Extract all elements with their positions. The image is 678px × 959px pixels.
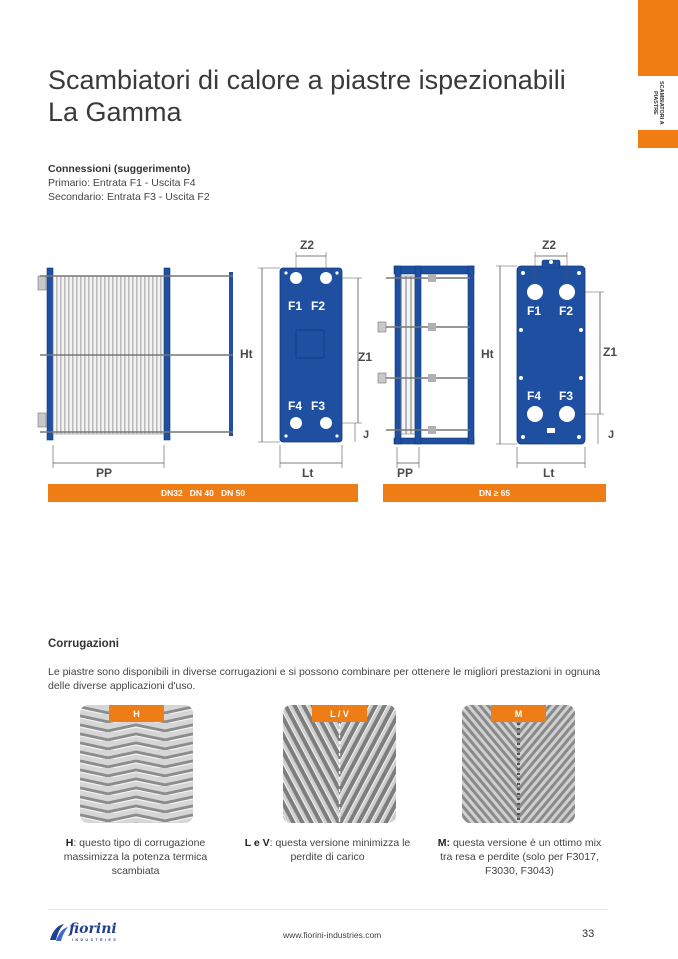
large-j-label: J (608, 429, 615, 441)
caption-lv (240, 836, 415, 864)
brand-name: fiorini (69, 921, 117, 937)
large-pp-label: PP (397, 466, 414, 480)
caption-h-text: : questo tipo di corrugazione massimizza la potenza termica scambiata (63, 837, 208, 877)
plate-tag-m: M (491, 705, 546, 722)
large-f3-label: F3 (559, 389, 574, 403)
large-front-view (496, 252, 604, 468)
large-f2-label: F2 (559, 304, 574, 318)
caption-lv-key: L e V (244, 837, 270, 849)
page-title-line1: Scambiatori di calore a piastre ispezionabili (48, 65, 566, 95)
large-z2-label: Z2 (542, 238, 557, 252)
small-ht-label: Ht (240, 347, 253, 361)
caption-lv-text: : questa versione minimizza le perdite di carico (269, 837, 411, 863)
small-f1-label: F1 (288, 299, 303, 313)
section-tab-label: SCAMBIATORI A PIASTRE (638, 76, 678, 130)
corrugations-intro: Le piastre sono disponibili in diverse corrugazioni e si possono combinare per ottenere le migliori prestazioni in ognuna delle diverse applicazioni d'uso. (48, 666, 601, 692)
dn-band-large: DN ≥ 65 (383, 484, 606, 502)
small-front-view (258, 252, 362, 468)
small-pp-label: PP (96, 466, 113, 480)
small-j-label: J (363, 429, 370, 441)
large-ht-label: Ht (481, 347, 494, 361)
small-z1-label: Z1 (358, 350, 373, 364)
connections-primary: Primario: Entrata F1 - Uscita F4 (48, 177, 196, 189)
small-f3-label: F3 (311, 399, 326, 413)
plate-image-lv (283, 705, 396, 823)
large-f1-label: F1 (527, 304, 542, 318)
large-lt-label: Lt (543, 466, 555, 480)
small-z2-label: Z2 (300, 238, 315, 252)
small-lt-label: Lt (302, 466, 314, 480)
connections-secondary: Secondario: Entrata F3 - Uscita F2 (48, 191, 210, 203)
small-side-view (38, 268, 233, 468)
website-link[interactable]: www.fiorini-industries.com (283, 930, 382, 940)
large-side-view (378, 266, 474, 468)
plate-image-h (80, 705, 193, 823)
dn-band-small: DN32 DN 40 DN 50 (48, 484, 358, 502)
plate-tag-h: H (109, 705, 164, 722)
page-number: 33 (582, 928, 595, 940)
corrugations-heading: Corrugazioni (48, 638, 119, 650)
brand-subtitle: INDUSTRIES (72, 938, 119, 942)
caption-h (48, 836, 223, 878)
page-title-line2: La Gamma (48, 97, 182, 127)
caption-m-text: questa versione è un ottimo mix tra resa e perdite (solo per F3017, F3030, F3043) (440, 837, 602, 877)
caption-h-key: H (65, 837, 74, 849)
caption-m-key: M: (437, 837, 451, 849)
plate-tag-lv: L / V (312, 705, 367, 722)
small-f2-label: F2 (311, 299, 326, 313)
small-f4-label: F4 (288, 399, 303, 413)
large-f4-label: F4 (527, 389, 542, 403)
large-z1-label: Z1 (603, 345, 618, 359)
connections-heading: Connessioni (suggerimento) (48, 163, 191, 175)
footer-divider (48, 909, 608, 910)
caption-m (432, 836, 607, 878)
plate-image-m (462, 705, 575, 823)
